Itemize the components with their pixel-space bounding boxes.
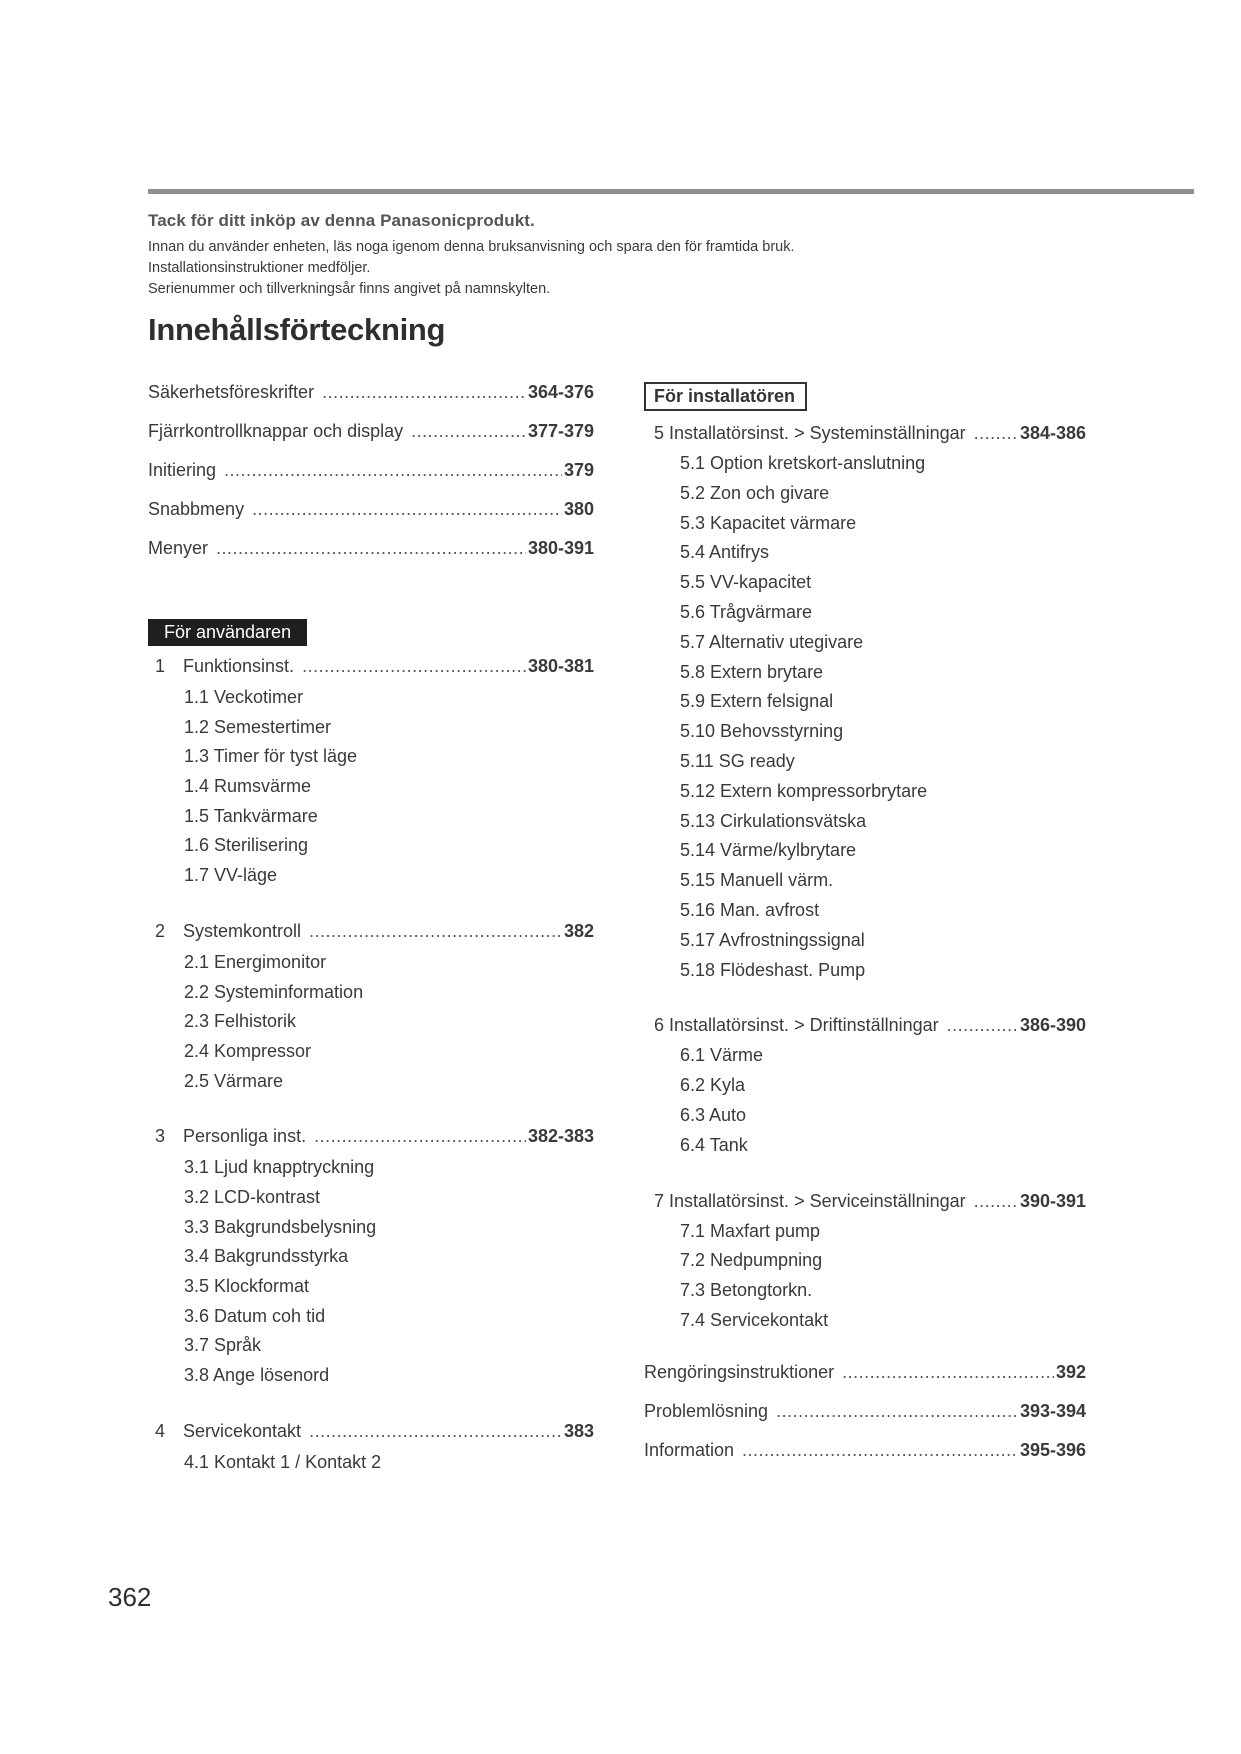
toc-entry[interactable] — [644, 1401, 1086, 1440]
toc-subitem[interactable]: 3.7 Språk — [184, 1335, 262, 1356]
toc-pages: 364-376 — [527, 382, 594, 402]
toc-subitem[interactable]: 5.8 Extern brytare — [680, 661, 824, 682]
toc-subitem[interactable]: 5.9 Extern felsignal — [680, 691, 834, 712]
toc-label: 7 Installatörsinst. > Serviceinställningar — [654, 1190, 966, 1211]
intro — [148, 211, 1148, 300]
toc-subitem[interactable]: 6.3 Auto — [680, 1104, 747, 1125]
toc-subitem[interactable]: 3.1 Ljud knapptryckning — [184, 1157, 375, 1178]
toc-subitem[interactable]: 2.2 Systeminformation — [184, 981, 364, 1002]
toc-pages: 395-396 — [1019, 1439, 1086, 1460]
toc-subitem[interactable]: 5.7 Alternativ utegivare — [680, 631, 864, 652]
toc-pages: 380-391 — [527, 538, 594, 558]
user-section-badge: För användaren — [148, 619, 307, 646]
intro-lead: Tack för ditt inköp av denna Panasonicprodukt. — [148, 211, 535, 230]
toc-subitem[interactable]: 5.4 Antifrys — [680, 542, 770, 563]
toc-subitem[interactable]: 7.1 Maxfart pump — [680, 1220, 821, 1241]
toc-section[interactable] — [148, 921, 594, 952]
leader-dots — [742, 1440, 1018, 1461]
toc-label: Servicekontakt — [183, 1420, 302, 1441]
toc-subitem[interactable]: 3.5 Klockformat — [184, 1276, 310, 1296]
toc-entry[interactable] — [148, 499, 594, 538]
toc-pages: 382-383 — [527, 1126, 594, 1147]
toc-label: Snabbmeny — [148, 499, 245, 519]
intro-line: Innan du använder enheten, läs noga igenom denna bruksanvisning och spara den för framtida bruk. — [148, 239, 795, 255]
intro-line: Serienummer och tillverkningsår finns angivet på namnskylten. — [148, 281, 551, 297]
section-number: 4 — [155, 1420, 166, 1441]
toc-pages: 377-379 — [527, 421, 594, 441]
toc-subitem[interactable]: 3.6 Datum coh tid — [184, 1305, 326, 1326]
leader-dots — [974, 1191, 1018, 1212]
toc-label: 5 Installatörsinst. > Systeminställningar — [654, 423, 966, 443]
toc-subitem[interactable]: 2.3 Felhistorik — [184, 1011, 297, 1032]
toc-label: Personliga inst. — [183, 1126, 307, 1147]
leader-dots — [842, 1362, 1054, 1383]
toc-subitem[interactable]: 5.11 SG ready — [680, 750, 795, 771]
toc-subitem[interactable]: 2.4 Kompressor — [184, 1040, 312, 1061]
toc-section[interactable] — [644, 1191, 1086, 1221]
leader-dots — [309, 1421, 562, 1442]
toc-subitem[interactable]: 5.14 Värme/kylbrytare — [680, 840, 857, 861]
toc-label: Menyer — [148, 538, 209, 558]
toc-subitem[interactable]: 5.15 Manuell värm. — [680, 870, 834, 891]
toc-entry[interactable] — [644, 1440, 1086, 1479]
toc-subitem[interactable]: 1.3 Timer för tyst läge — [184, 746, 358, 767]
toc-subitem[interactable]: 5.13 Cirkulationsvätska — [680, 810, 867, 831]
toc-pages: 386-390 — [1019, 1015, 1086, 1036]
toc-subitem[interactable]: 5.2 Zon och givare — [680, 482, 830, 503]
toc-subitem[interactable]: 3.4 Bakgrundsstyrka — [184, 1246, 349, 1267]
leader-dots — [302, 656, 526, 677]
toc-section[interactable] — [644, 1015, 1086, 1045]
toc-pages: 379 — [563, 460, 594, 480]
installer-section-badge: För installatören — [644, 382, 807, 411]
toc-label: 6 Installatörsinst. > Driftinställningar — [654, 1015, 939, 1036]
toc-subitem[interactable]: 3.3 Bakgrundsbelysning — [184, 1216, 377, 1237]
toc-entry[interactable] — [148, 382, 594, 421]
toc-pages: 382 — [563, 920, 594, 941]
leader-dots — [974, 423, 1018, 444]
toc-subitem[interactable]: 5.5 VV-kapacitet — [680, 572, 812, 593]
toc-label: Säkerhetsföreskrifter — [148, 382, 315, 402]
toc-section[interactable] — [644, 423, 1086, 453]
toc-section[interactable] — [148, 656, 594, 687]
toc-subitem[interactable]: 7.2 Nedpumpning — [680, 1250, 823, 1271]
toc-subitem[interactable]: 6.4 Tank — [680, 1134, 748, 1155]
toc-pages: 384-386 — [1019, 423, 1086, 443]
toc-right-column — [644, 382, 1086, 1479]
toc-subitem[interactable]: 4.1 Kontakt 1 / Kontakt 2 — [184, 1451, 382, 1472]
toc-subitem[interactable]: 5.17 Avfrostningssignal — [680, 929, 865, 950]
toc-subitem[interactable]: 1.4 Rumsvärme — [184, 776, 312, 797]
toc-subitem[interactable]: 5.6 Trågvärmare — [680, 601, 813, 622]
page-number: 362 — [108, 1582, 152, 1612]
toc-subitem[interactable]: 3.8 Ange lösenord — [184, 1365, 330, 1386]
leader-dots — [947, 1015, 1018, 1036]
page-title: Innehållsförteckning — [148, 312, 446, 347]
section-number: 3 — [155, 1126, 166, 1147]
toc-section[interactable] — [148, 1421, 594, 1452]
header-rule — [148, 189, 1194, 194]
leader-dots — [322, 382, 526, 403]
toc-subitem[interactable]: 7.3 Betongtorkn. — [680, 1280, 813, 1301]
intro-line: Installationsinstruktioner medföljer. — [148, 260, 371, 276]
toc-entry[interactable] — [644, 1362, 1086, 1401]
toc-entry[interactable] — [148, 460, 594, 499]
toc-subitem[interactable]: 3.2 LCD-kontrast — [184, 1186, 321, 1207]
toc-entry[interactable] — [148, 421, 594, 460]
leader-dots — [314, 1126, 526, 1147]
toc-label: Rengöringsinstruktioner — [644, 1361, 835, 1382]
leader-dots — [252, 499, 562, 520]
toc-subitem[interactable]: 1.1 Veckotimer — [184, 687, 304, 707]
toc-subitem[interactable]: 6.1 Värme — [680, 1045, 764, 1066]
toc-pages: 380-381 — [527, 656, 594, 676]
toc-subitem[interactable]: 1.7 VV-läge — [184, 865, 278, 886]
toc-label: Systemkontroll — [183, 920, 302, 941]
leader-dots — [411, 421, 526, 442]
leader-dots — [216, 538, 526, 559]
toc-pages: 393-394 — [1019, 1400, 1086, 1421]
toc-pages: 380 — [563, 499, 594, 519]
toc-pages: 383 — [563, 1420, 594, 1441]
toc-label: Fjärrkontrollknappar och display — [148, 421, 404, 441]
section-number: 2 — [155, 920, 166, 941]
toc-section[interactable] — [148, 1126, 594, 1157]
toc-left-column — [148, 382, 594, 1481]
toc-subitem[interactable]: 5.12 Extern kompressorbrytare — [680, 780, 928, 801]
leader-dots — [776, 1401, 1018, 1422]
toc-pages: 390-391 — [1019, 1190, 1086, 1211]
toc-label: Problemlösning — [644, 1400, 769, 1421]
toc-subitem[interactable]: 5.3 Kapacitet värmare — [680, 512, 857, 533]
toc-label: Information — [644, 1439, 735, 1460]
toc-subitem[interactable]: 1.2 Semestertimer — [184, 716, 332, 737]
toc-subitem[interactable]: 5.10 Behovsstyrning — [680, 721, 844, 742]
leader-dots — [309, 921, 562, 942]
section-number: 1 — [155, 656, 166, 676]
toc-subitem[interactable]: 1.5 Tankvärmare — [184, 805, 318, 826]
toc-subitem[interactable]: 5.1 Option kretskort-anslutning — [680, 453, 926, 473]
toc-label: Initiering — [148, 460, 217, 480]
toc-subitem[interactable]: 5.16 Man. avfrost — [680, 899, 820, 920]
toc-pages: 392 — [1055, 1361, 1086, 1382]
toc-subitem[interactable]: 6.2 Kyla — [680, 1075, 746, 1096]
toc-subitem[interactable]: 5.18 Flödeshast. Pump — [680, 959, 866, 980]
toc-subitem[interactable]: 1.6 Sterilisering — [184, 835, 309, 856]
leader-dots — [224, 460, 562, 481]
toc-label: Funktionsinst. — [183, 656, 295, 676]
toc-subitem[interactable]: 7.4 Servicekontakt — [680, 1309, 829, 1330]
toc-subitem[interactable]: 2.5 Värmare — [184, 1070, 284, 1091]
toc-entry[interactable] — [148, 538, 594, 577]
toc-subitem[interactable]: 2.1 Energimonitor — [184, 951, 327, 972]
